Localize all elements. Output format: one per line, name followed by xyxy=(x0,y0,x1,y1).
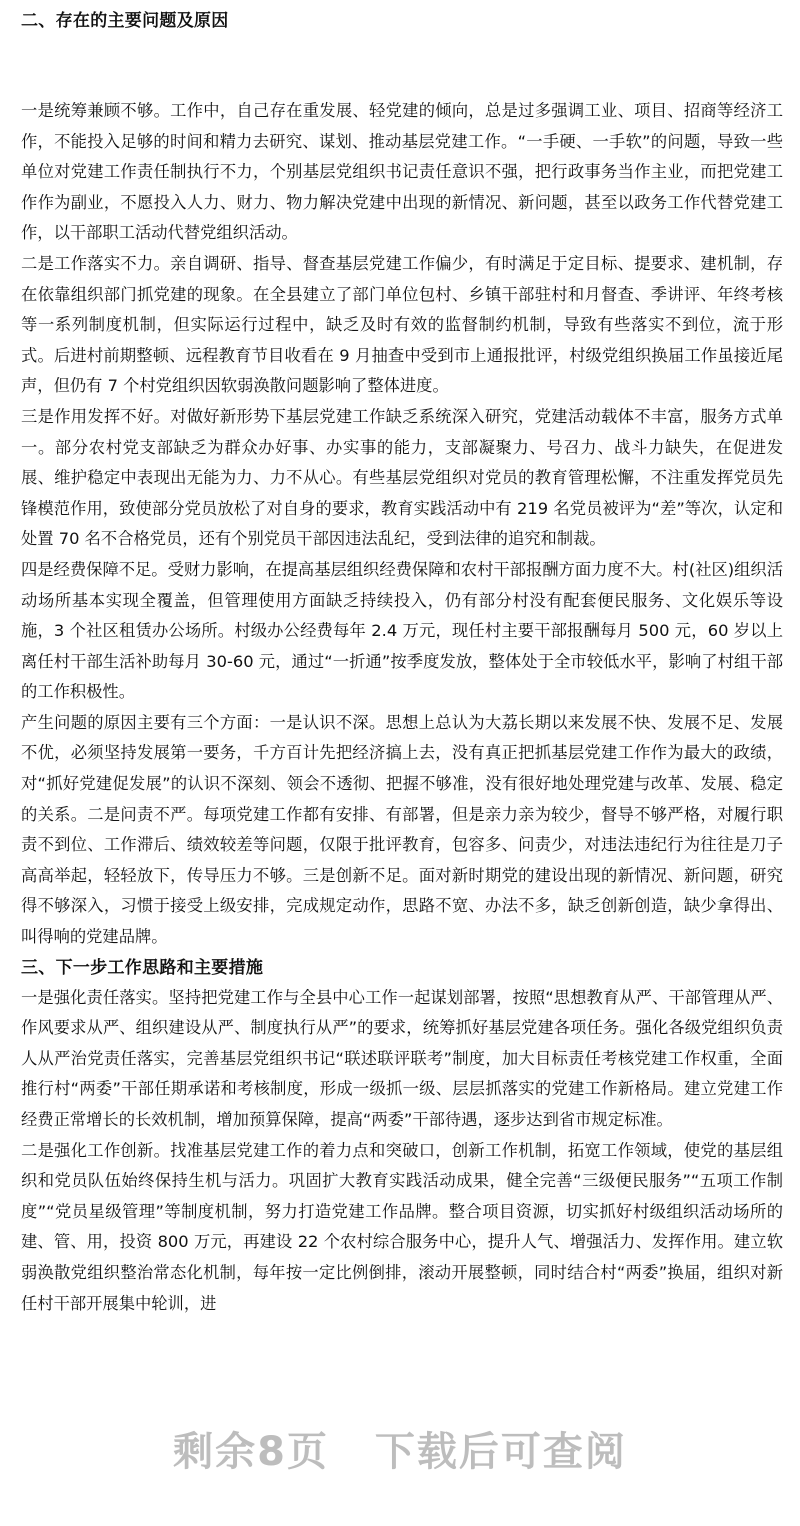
remaining-pages-text: 剩余8页 xyxy=(173,1429,329,1475)
paragraph-zeren: 一是强化责任落实。坚持把党建工作与全县中心工作一起谋划部署，按照“思想教育从严、干部管理从严、作风要求从严、组织建设从严、制度执行从严”的要求，统筹抓好基层党建各项任务。强化各级党组织负责人从严治党责任落实，完善基层党组织书记“联述联评联考”制度，加大目标责任考核党建工作权重，全面推行村“两委”干部任期承诺和考核制度，形成一级抓一级、层层抓落实的党建工作新格局。建立党建工作经费正常增长的长效机制，增加预算保障，提高“两委”干部待遇，逐步达到省市规定标准。 xyxy=(21,987,783,1129)
paragraph-yuanyin: 产生问题的原因主要有三个方面：一是认识不深。思想上总认为大荔长期以来发展不快、发展不足、发展不优，必须坚持发展第一要务，千方百计先把经济搞上去，没有真正把抓基层党建工作作为最大的政绩，对“抓好党建促发展”的认识不深刻、领会不透彻、把握不够准，没有很好地处理党建与改革、发展、稳定的关系。二是问责不严。每项党建工作都有安排、有部署，但是亲力亲为较少，督导不够严格，对履行职责不到位、工作滞后、绩效较差等问题，仅限于批评教育，包容多、问责少，对违法违纪行为往往是刀子高高举起，轻轻放下，传导压力不够。三是创新不足。面对新时期党的建设出现的新情况、新问题，研究得不够深入，习惯于接受上级安排，完成规定动作，思路不宽、办法不多，缺乏创新创造，缺少拿得出、叫得响的党建品牌。 xyxy=(21,712,783,947)
remaining-pages-banner[interactable] xyxy=(0,1420,800,1477)
document-body xyxy=(21,0,783,1319)
section-3-heading: 三、下一步工作思路和主要措施 xyxy=(21,957,264,978)
spacer xyxy=(21,36,783,96)
paragraph-zuoyong: 三是作用发挥不好。对做好新形势下基层党建工作缺乏系统深入研究，党建活动载体不丰富，服务方式单一。部分农村党支部缺乏为群众办好事、办实事的能力，支部凝聚力、号召力、战斗力缺失，在促进发展、维护稳定中表现出无能为力、力不从心。有些基层党组织对党员的教育管理松懈，不注重发挥党员先锋模范作用，致使部分党员放松了对自身的要求，教育实践活动中有 219 名党员被评为“差”等次，认定和处置 70 名不合格党员，还有个别党员干部因违法乱纪，受到法律的追究和制裁。 xyxy=(21,406,783,549)
paragraph-chuangxin: 二是强化工作创新。找准基层党建工作的着力点和突破口，创新工作机制，拓宽工作领域，使党的基层组织和党员队伍始终保持生机与活力。巩固扩大教育实践活动成果，健全完善“三级便民服务”“五项工作制度”“党员星级管理”等制度机制，努力打造党建工作品牌。整合项目资源，切实抓好村级组织活动场所的建、管、用，投资 800 万元，再建设 22 个农村综合服务中心，提升人气、增强活力、发挥作用。建立软弱涣散党组织整治常态化机制，每年按一定比例倒排，滚动开展整顿，同时结合村“两委”换届，组织对新任村干部开展集中轮训，进 xyxy=(21,1140,783,1313)
paragraph-luoshi: 二是工作落实不力。亲自调研、指导、督查基层党建工作偏少，有时满足于定目标、提要求、建机制，存在依靠组织部门抓党建的现象。在全县建立了部门单位包村、乡镇干部驻村和月督查、季讲评、年终考核等一系列制度机制，但实际运行过程中，缺乏及时有效的监督制约机制，导致有些落实不到位，流于形式。后进村前期整顿、远程教育节目收看在 9 月抽查中受到市上通报批评，村级党组织换届工作虽接近尾声，但仍有 7 个村党组织因软弱涣散问题影响了整体进度。 xyxy=(21,253,783,396)
section-2-heading: 二、存在的主要问题及原因 xyxy=(21,11,229,31)
paragraph-tongchou: 一是统筹兼顾不够。工作中，自己存在重发展、轻党建的倾向，总是过多强调工业、项目、招商等经济工作，不能投入足够的时间和精力去研究、谋划、推动基层党建工作。“一手硬、一手软”的问题，导致一些单位对党建工作责任制执行不力，个别基层党组织书记责任意识不强，把行政事务当作主业，而把党建工作作为副业，不愿投入人力、财力、物力解决党建中出现的新情况、新问题，甚至以政务工作代替党建工作，以干部职工活动代替党组织活动。 xyxy=(21,101,783,243)
paragraph-jingfei: 四是经费保障不足。受财力影响，在提高基层组织经费保障和农村干部报酬方面力度不大。村(社区)组织活动场所基本实现全覆盖，但管理使用方面缺乏持续投入，仍有部分村没有配套便民服务、文化娱乐等设施，3 个社区租赁办公场所。村级办公经费每年 2.4 万元，现任村主要干部报酬每月 500 元，60 岁以上离任村干部生活补助每月 30-60 元，通过“一折通”按季度发放，整体处于全市较低水平，影响了村组干部的工作积极性。 xyxy=(21,559,783,702)
download-to-read-text: 下载后可查阅 xyxy=(374,1429,627,1475)
